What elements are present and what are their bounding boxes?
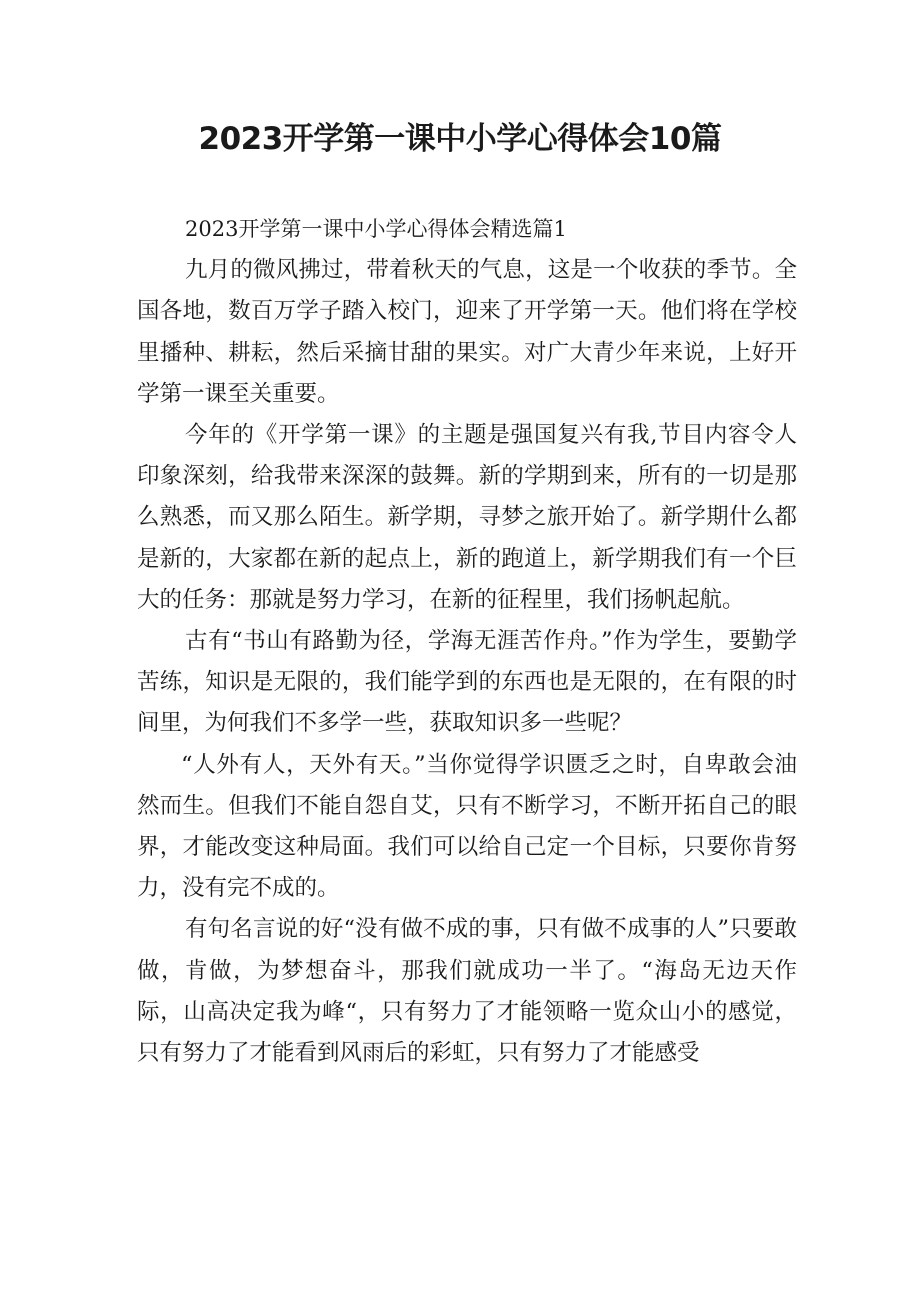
section-heading: 2023开学第一课中小学心得体会精选篇1 xyxy=(185,217,567,241)
paragraph-4: “人外有人，天外有天。”当你觉得学识匮乏之时，自卑敢会油然而生。但我们不能自怨自艾，只有不断学习，不断开拓自己的眼界，才能改变这种局面。我们可以给自己定一个目标，只要你肯努力，没有完不成的。 xyxy=(137,751,797,902)
paragraph-5: 有句名言说的好“没有做不成的事，只有做不成事的人”只要敢做，肯做，为梦想奋斗，那我们就成功一半了。“海岛无边天作际，山高决定我为峰“，只有努力了才能领略一览众山小的感觉，只有努力了才能看到风雨后的彩虹，只有努力了才能感受 xyxy=(137,916,797,1067)
paragraph-3: 古有“书山有路勤为径，学海无涯苦作舟。”作为学生，要勤学苦练，知识是无限的，我们能学到的东西也是无限的，在有限的时间里，为何我们不多学一些，获取知识多一些呢？ xyxy=(137,628,797,737)
document-title: 2023开学第一课中小学心得体会10篇 xyxy=(198,121,722,157)
document-body xyxy=(137,209,797,1074)
paragraph-1: 九月的微风拂过，带着秋天的气息，这是一个收获的季节。全国各地，数百万学子踏入校门，迎来了开学第一天。他们将在学校里播种、耕耘，然后采摘甘甜的果实。对广大青少年来说，上好开学第一课至关重要。 xyxy=(137,257,797,407)
paragraph-2: 今年的《开学第一课》的主题是强国复兴有我,节目内容令人印象深刻，给我带来深深的鼓舞。新的学期到来，所有的一切是那么熟悉，而又那么陌生。新学期，寻梦之旅开始了。新学期什么都是新的，大家都在新的起点上，新的跑道上，新学期我们有一个巨大的任务：那就是努力学习，在新的征程里，我们扬帆起航。 xyxy=(137,422,797,613)
